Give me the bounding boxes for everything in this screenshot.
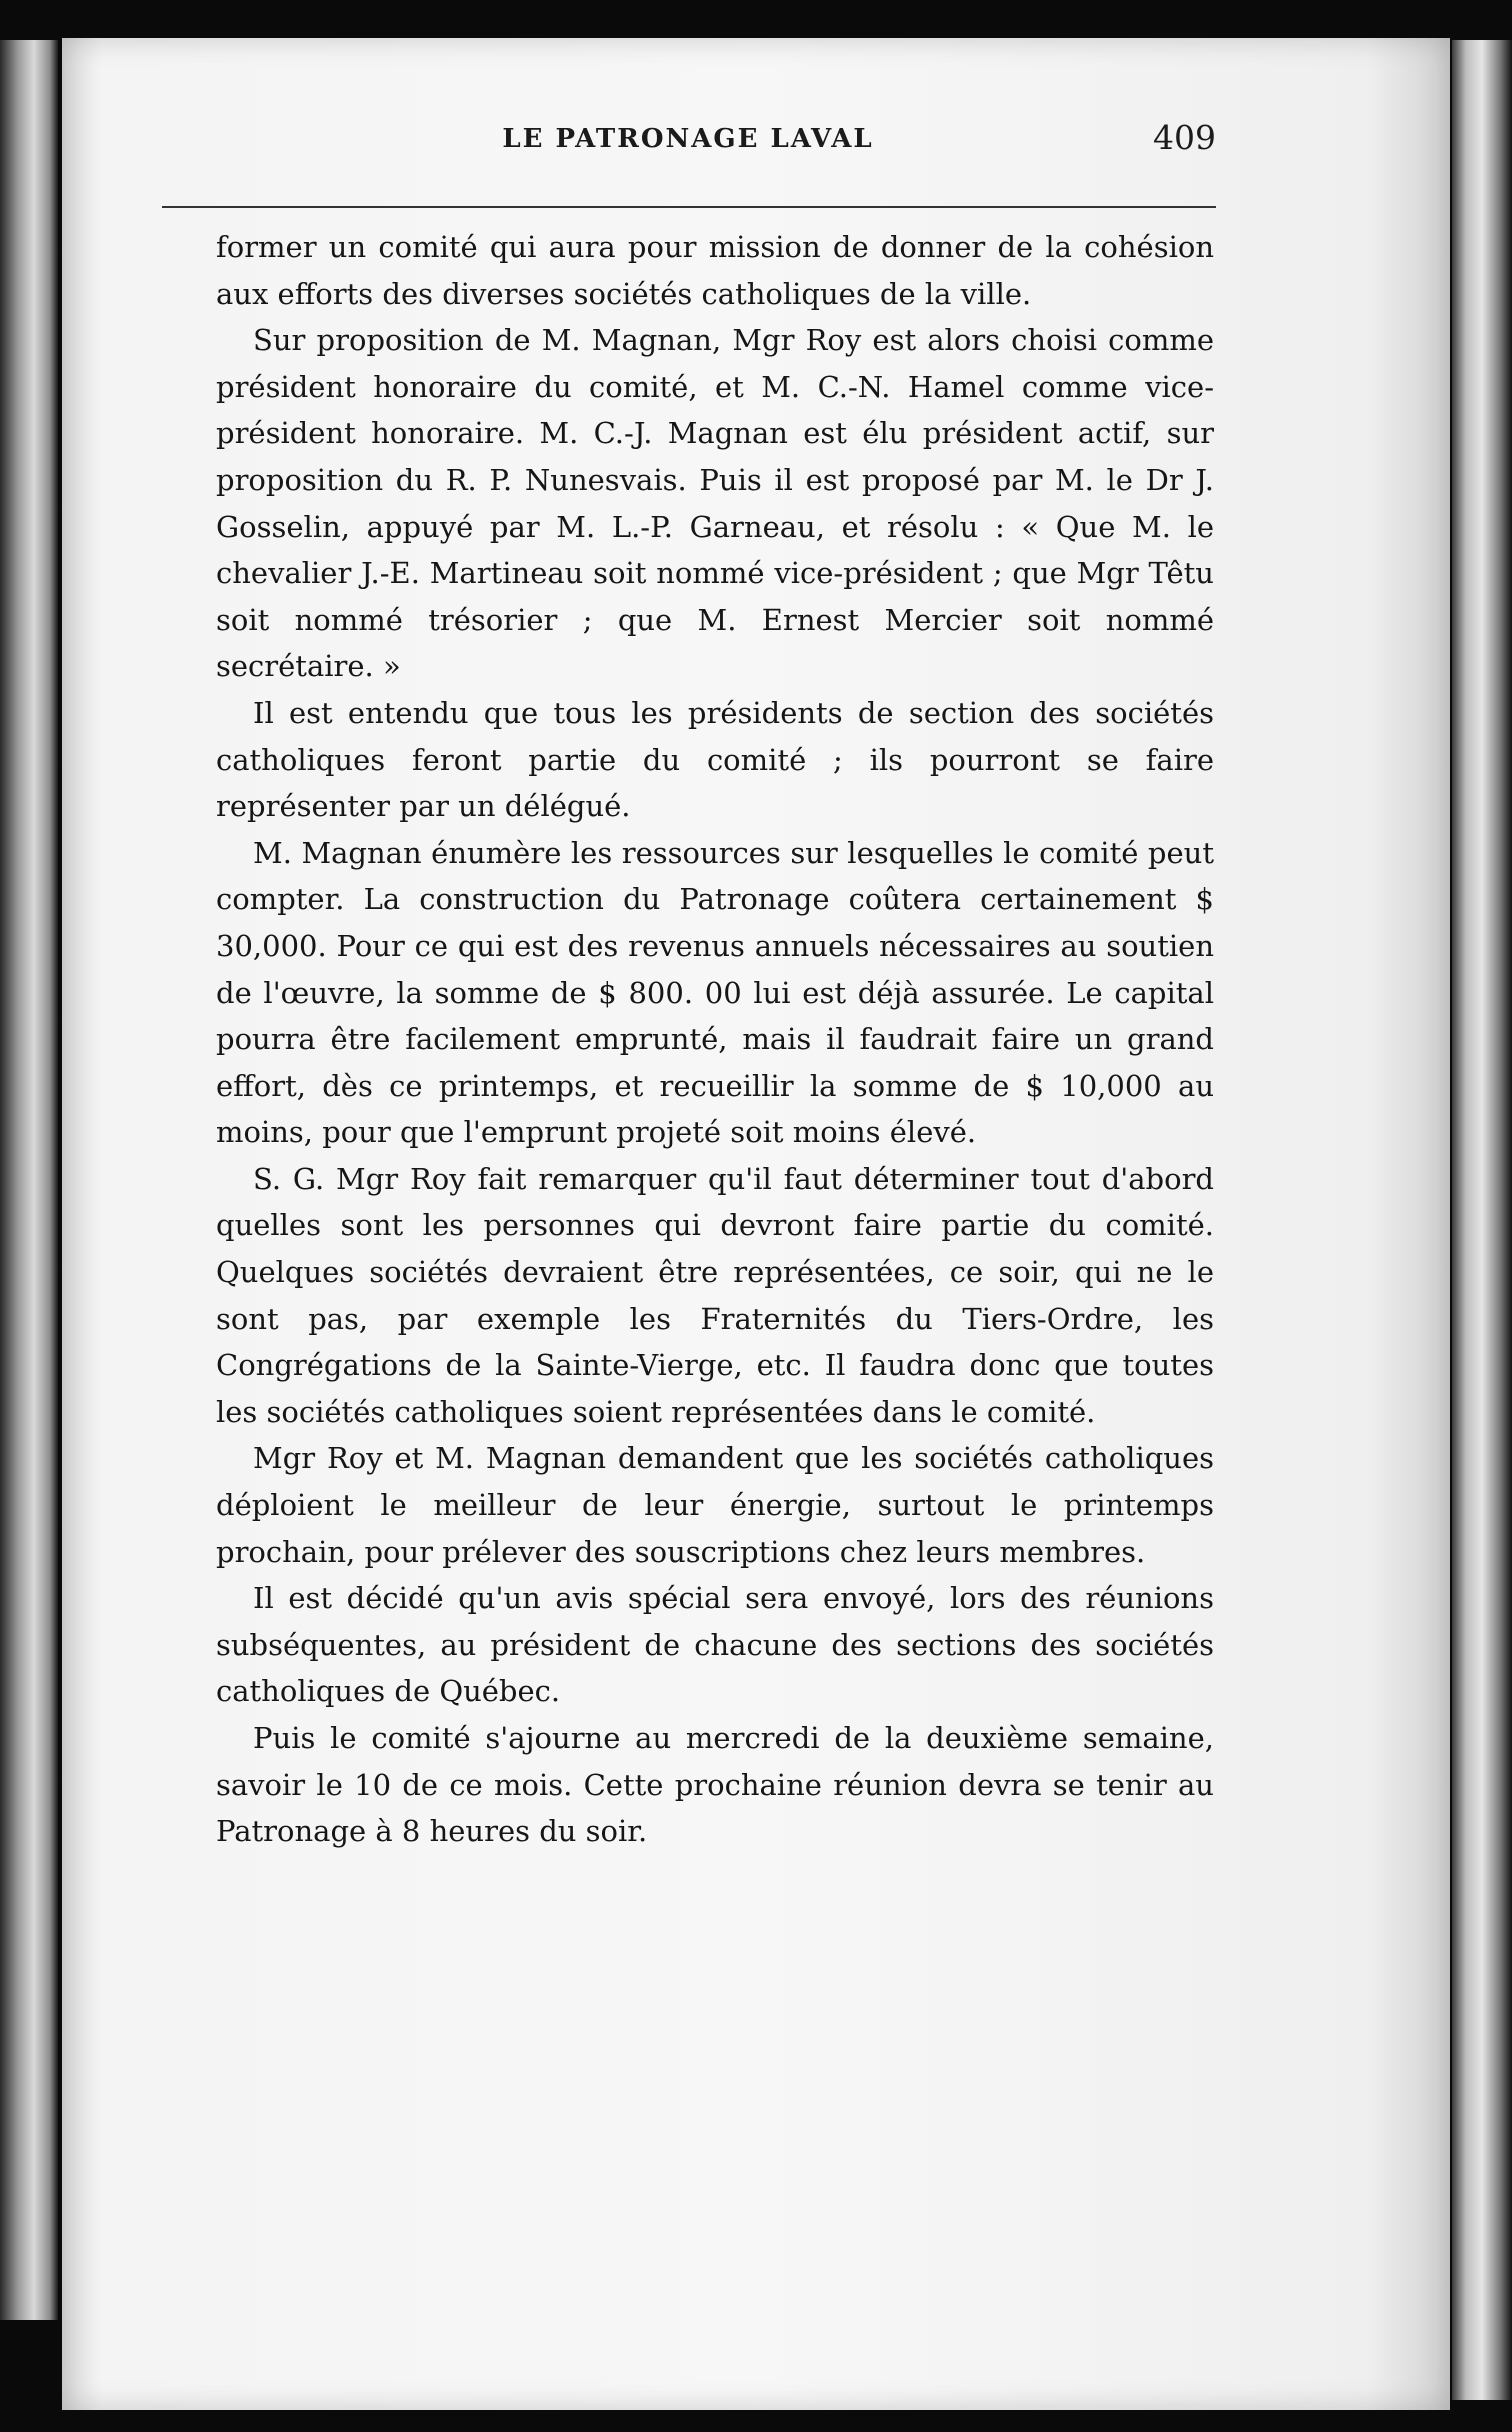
paragraph: Mgr Roy et M. Magnan demandent que les sociétés catholiques déploient le meilleur de leur énergie, surtout le printemps prochain, pour prélever des souscriptions chez leurs membres. bbox=[216, 1441, 1214, 1569]
running-header bbox=[160, 110, 1216, 170]
paragraph: M. Magnan énumère les ressources sur lesquelles le comité peut compter. La construction du Patronage coûtera certainement $ 30,000. Pour ce qui est des revenus annuels nécessaires au soutien de l'œuvre, la somme de $ 800. 00 lui est déjà assurée. Le capital pourra être facilement emprunté, mais il faudrait faire un grand effort, dès ce printemps, et recueillir la somme de $ 10,000 au moins, pour que l'emprunt projeté soit moins élevé. bbox=[216, 835, 1214, 1150]
paragraph: Il est entendu que tous les présidents de section des sociétés catholiques feront partie du comité ; ils pourront se faire représenter par un délégué. bbox=[216, 695, 1214, 824]
running-title: LE PATRONAGE LAVAL bbox=[502, 124, 874, 154]
paragraph: Sur proposition de M. Magnan, Mgr Roy est alors choisi comme président honoraire du comité, et M. C.-N. Hamel comme vice-président honoraire. M. C.-J. Magnan est élu président actif, sur proposition du R. P. Nunesvais. Puis il est proposé par M. le Dr J. Gosselin, appuyé par M. L.-P. Garneau, et résolu : « Que M. le chevalier J.-E. Martineau soit nommé vice-président ; que Mgr Têtu soit nommé trésorier ; que M. Ernest Mercier soit nommé secrétaire. » bbox=[216, 323, 1214, 684]
paragraph: S. G. Mgr Roy fait remarquer qu'il faut déterminer tout d'abord quelles sont les personnes qui devront faire partie du comité. Quelques sociétés devraient être représentées, ce soir, qui ne le sont pas, par exemple les Fraternités du Tiers-Ordre, les Congrégations de la Sainte-Vierge, etc. Il faudra donc que toutes les sociétés catholiques soient représentées dans le comité. bbox=[216, 1161, 1214, 1429]
body-text bbox=[216, 224, 1214, 1855]
paragraph-continuation: former un comité qui aura pour mission de donner de la cohésion aux efforts des diverses sociétés catholiques de la ville. bbox=[216, 230, 1214, 311]
paragraph: Il est décidé qu'un avis spécial sera envoyé, lors des réunions subséquentes, au président de chacune des sections des sociétés catholiques de Québec. bbox=[216, 1581, 1214, 1709]
page-stack-edge bbox=[1452, 40, 1512, 2400]
paragraph: Puis le comité s'ajourne au mercredi de la deuxième semaine, savoir le 10 de ce mois. Cette prochaine réunion devra se tenir au Patronage à 8 heures du soir. bbox=[216, 1721, 1214, 1849]
book-spine-edge bbox=[0, 40, 58, 2320]
page-number: 409 bbox=[1153, 118, 1216, 157]
header-rule bbox=[162, 206, 1216, 208]
